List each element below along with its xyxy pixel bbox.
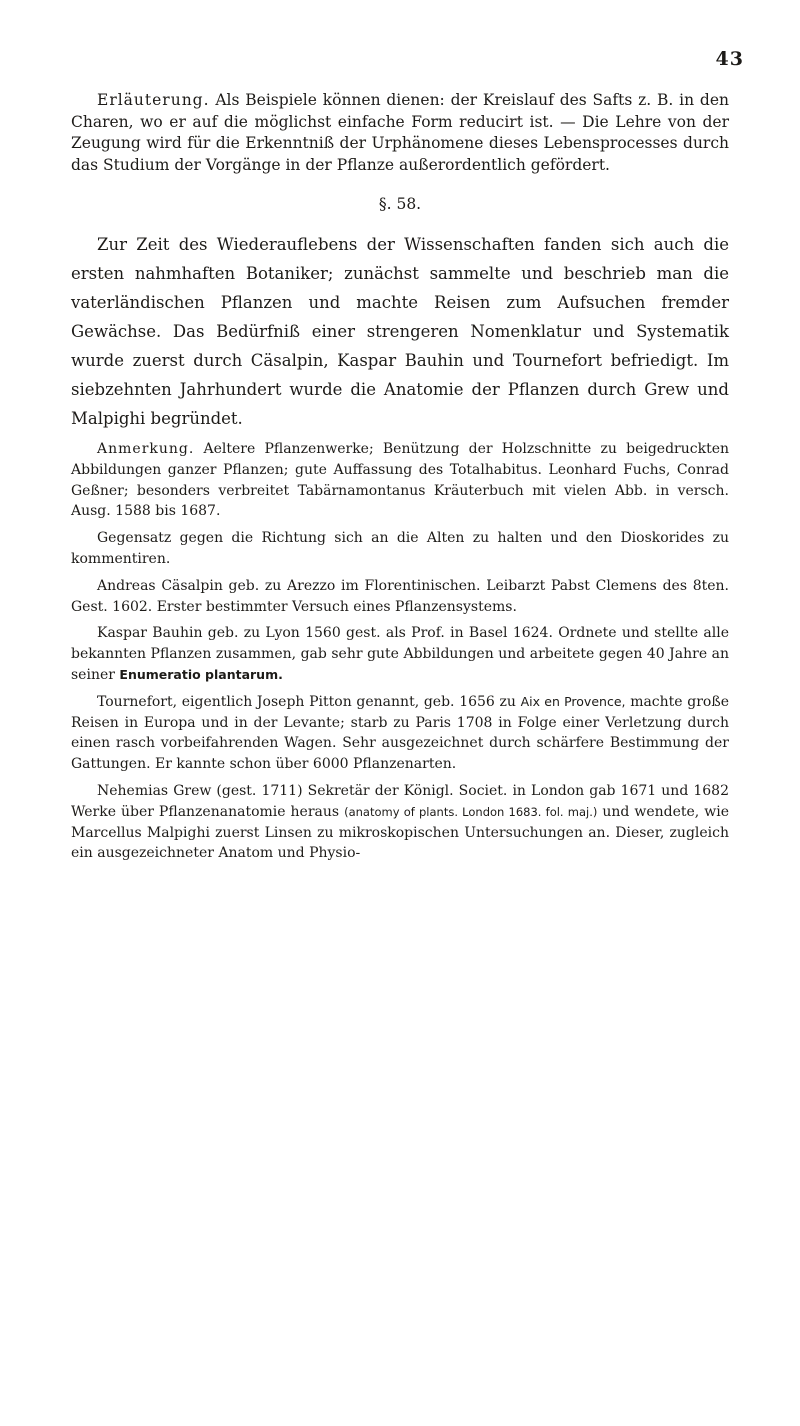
- tournefort-paragraph: [71, 692, 729, 775]
- anmerkung-text: Aeltere Pflanzenwerke; Benützung der Holzschnitte zu beigedruckten Abbildungen ganzer Pflanzen; gute Auffassung des Totalhabitus. Leonhard Fuchs, Conrad Geßner; besonders verbreitet Tabärnamontanus Kräuterbuch mit vielen Abb. in versch. Ausg. 1588 bis 1687.: [71, 440, 729, 520]
- section-heading: §. 58.: [378, 195, 422, 214]
- gegensatz-paragraph: Gegensatz gegen die Richtung sich an die Alten zu halten und den Dioskorides zu kommentiren.: [71, 530, 729, 567]
- grew-text-2: und wendete, wie Marcellus Malpighi zuerst Linsen zu mikroskopischen Untersuchungen an. Dieser, zugleich ein ausgezeichneter Anatom und Physio-: [71, 803, 729, 862]
- erlaeuterung-paragraph: [71, 90, 729, 176]
- andreas-caesalpin-paragraph: Andreas Cäsalpin geb. zu Arezzo im Florentinischen. Leibarzt Pabst Clemens des 8ten. Gest. 1602. Erster bestimmter Versuch eines Pflanzensystems.: [71, 577, 729, 615]
- page-number: 43: [715, 48, 744, 70]
- notes-block: [71, 439, 729, 864]
- anmerkung-label: Anmerkung.: [97, 440, 195, 457]
- tournefort-text-1: Tournefort, eigentlich Joseph Pitton genannt, geb. 1656 zu: [97, 693, 516, 710]
- main-paragraph: Zur Zeit des Wiederauflebens der Wissenschaften fanden sich auch die ersten nahmhaften Botaniker; zunächst sammelte und beschrieb man die vaterländischen Pflanzen und machte Reisen zum Aufsuchen fremder Gewächse. Das Bedürfniß einer strengeren Nomenklatur und Systematik wurde zuerst durch Cäsalpin, Kaspar Bauhin und Tournefort befriedigt. Im siebzehnten Jahrhundert wurde die Anatomie der Pflanzen durch Grew und Malpighi begründet.: [71, 234, 729, 428]
- page-body: [71, 90, 729, 864]
- erlaeuterung-text: Als Beispiele können dienen: der Kreislauf des Safts z. B. in den Charen, wo er auf die möglichst einfache Form reducirt ist. — Die Lehre von der Zeugung wird für die Erkenntniß der Urphänomene dieses Lebensprocesses durch das Studium der Vorgänge in der Pflanze außerordentlich gefördert.: [71, 91, 729, 174]
- kaspar-bauhin-text: Kaspar Bauhin geb. zu Lyon 1560 gest. als Prof. in Basel 1624. Ordnete und stellte alle bekannten Pflanzen zusammen, gab sehr gute Abbildungen und arbeitete gegen 40 Jahre an seiner: [71, 625, 729, 683]
- anmerkung-paragraph: [71, 439, 729, 522]
- kaspar-bauhin-paragraph: [71, 623, 729, 685]
- tournefort-text-2: machte große Reisen in Europa und in der Levante; starb zu Paris 1708 in Folge einer Verletzung durch einen rasch vorbeifahrenden Wagen. Sehr ausgezeichnet durch schärfere Bestimmung der Gattungen. Er kannte schon über 6000 Pflanzenarten.: [71, 693, 729, 773]
- enumeratio-title: Enumeratio plantarum.: [119, 666, 283, 682]
- tournefort-place: Aix en Provence,: [520, 693, 626, 709]
- grew-text-1: Nehemias Grew (gest. 1711) Sekretär der Königl. Societ. in London gab 1671 und 1682 Werke über Pflanzenanatomie heraus: [71, 782, 729, 820]
- grew-book-citation: (anatomy of plants. London 1683. fol. maj.): [344, 804, 598, 819]
- grew-paragraph: [71, 781, 729, 864]
- erlaeuterung-label: Erläuterung.: [97, 91, 210, 109]
